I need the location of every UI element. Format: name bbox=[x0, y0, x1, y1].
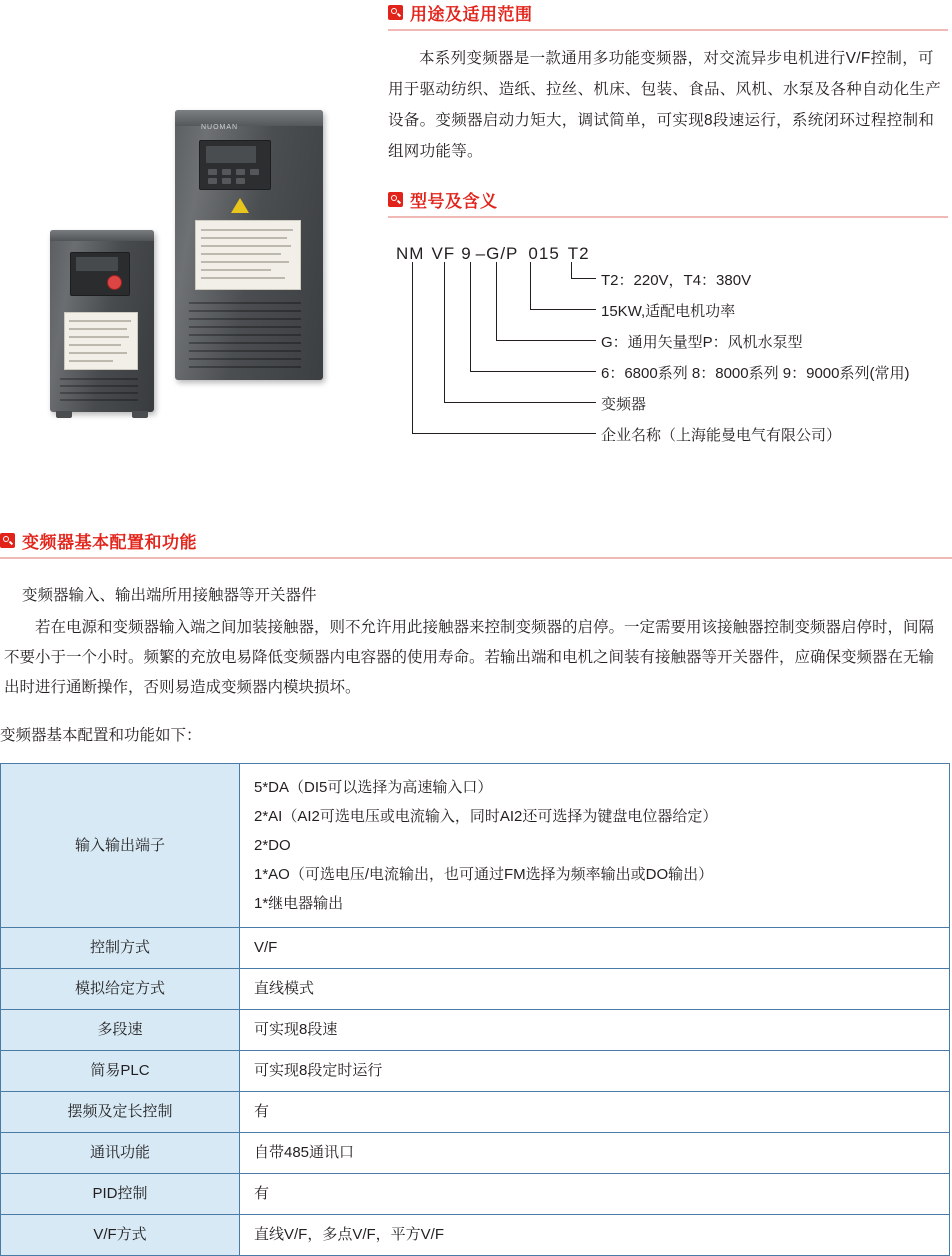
keypad-button bbox=[222, 178, 231, 184]
config-paragraph-3: 变频器基本配置和功能如下： bbox=[0, 727, 202, 744]
section-title-model: 型号及含义 bbox=[410, 192, 498, 211]
model-label-type: G：通用矢量型P：风机水泵型 bbox=[601, 334, 803, 351]
right-content-column bbox=[388, 0, 948, 451]
keypad-button bbox=[222, 169, 231, 175]
table-row bbox=[1, 1010, 950, 1051]
search-icon bbox=[0, 533, 15, 548]
unit-top-cap bbox=[175, 110, 323, 126]
model-part-voltage: T2 bbox=[567, 244, 590, 263]
config-paragraph-1: 变频器输入、输出端所用接触器等开关器件 bbox=[22, 587, 317, 604]
spec-label bbox=[64, 312, 138, 370]
table-cell-value: 可实现8段定时运行 bbox=[240, 1051, 950, 1092]
model-part-series: 9 bbox=[461, 244, 472, 263]
warning-triangle-icon bbox=[231, 198, 249, 213]
model-part-vf: VF bbox=[431, 244, 456, 263]
table-cell-label: 控制方式 bbox=[1, 928, 240, 969]
keypad-button bbox=[250, 169, 259, 175]
table-row bbox=[1, 764, 950, 928]
table-cell-value bbox=[240, 764, 950, 928]
table-cell-label: 简易PLC bbox=[1, 1051, 240, 1092]
intro-paragraph: 本系列变频器是一款通用多功能变频器，对交流异步电机进行V/F控制，可用于驱动纺织、造纸、拉丝、机床、包装、食品、风机、水泵及各种自动化生产设备。变频器启动力矩大，调试简单，可实现8段速运行，系统闭环过程控制和组网功能等。 bbox=[388, 50, 942, 160]
keypad-button bbox=[236, 169, 245, 175]
value-line: 1*AO（可选电压/电流输出，也可通过FM选择为频率输出或DO输出） bbox=[254, 866, 714, 883]
table-row bbox=[1, 1215, 950, 1256]
model-label-voltage: T2：220V，T4：380V bbox=[601, 272, 752, 289]
table-cell-label: V/F方式 bbox=[1, 1215, 240, 1256]
table-row bbox=[1, 928, 950, 969]
leader-line-company bbox=[412, 262, 596, 434]
model-code-string bbox=[396, 244, 590, 264]
table-cell-value: 有 bbox=[240, 1092, 950, 1133]
value-line: 5*DA（DI5可以选择为高速输入口） bbox=[254, 779, 493, 796]
table-row bbox=[1, 1092, 950, 1133]
keypad-button bbox=[236, 178, 245, 184]
model-part-type: –G/P bbox=[475, 244, 519, 263]
value-line: 2*AI（AI2可选电压或电流输入，同时AI2还可选择为键盘电位器给定） bbox=[254, 808, 718, 825]
product-photo bbox=[20, 90, 370, 420]
keypad-button bbox=[208, 178, 217, 184]
section-title-usage: 用途及适用范围 bbox=[410, 5, 533, 24]
brand-mark: NUOMAN bbox=[201, 124, 239, 131]
keypad-panel bbox=[199, 140, 271, 190]
table-cell-label: 摆频及定长控制 bbox=[1, 1092, 240, 1133]
model-label-power: 15KW,适配电机功率 bbox=[601, 303, 736, 320]
model-label-company: 企业名称（上海能曼电气有限公司） bbox=[601, 427, 842, 444]
table-cell-value: 直线模式 bbox=[240, 969, 950, 1010]
keypad-panel bbox=[70, 252, 130, 296]
section-heading-model bbox=[388, 187, 948, 212]
table-cell-label: 输入输出端子 bbox=[1, 764, 240, 928]
model-label-series: 6：6800系列 8：8000系列 9：9000系列(常用) bbox=[601, 365, 910, 382]
table-cell-value: 自带485通讯口 bbox=[240, 1133, 950, 1174]
section-title-config: 变频器基本配置和功能 bbox=[22, 533, 197, 552]
table-row bbox=[1, 969, 950, 1010]
heading-divider bbox=[388, 216, 948, 218]
stop-button-icon bbox=[107, 275, 122, 290]
unit-top-cap bbox=[50, 230, 154, 241]
value-line: 2*DO bbox=[254, 837, 291, 854]
section-heading-config bbox=[0, 528, 952, 553]
config-section bbox=[0, 528, 952, 1256]
section-heading-usage bbox=[388, 0, 948, 25]
table-cell-label: 多段速 bbox=[1, 1010, 240, 1051]
table-cell-label: 模拟给定方式 bbox=[1, 969, 240, 1010]
heading-divider bbox=[0, 557, 952, 559]
search-icon bbox=[388, 192, 403, 207]
table-cell-value: 直线V/F，多点V/F，平方V/F bbox=[240, 1215, 950, 1256]
table-row bbox=[1, 1133, 950, 1174]
inverter-small-unit bbox=[50, 230, 154, 412]
table-cell-label: PID控制 bbox=[1, 1174, 240, 1215]
config-paragraph-2: 若在电源和变频器输入端之间加装接触器，则不允许用此接触器来控制变频器的启停。一定需要用该接触器控制变频器启停时，间隔不要小于一个小时。频繁的充放电易降低变频器内电容器的使用寿命。若输出端和电机之间装有接触器等开关器件，应确保变频器在无输出时进行通断操作，否则易造成变频器内模块损坏。 bbox=[4, 619, 935, 696]
table-cell-value: 有 bbox=[240, 1174, 950, 1215]
table-row bbox=[1, 1051, 950, 1092]
keypad-button bbox=[208, 169, 217, 175]
heading-divider bbox=[388, 29, 948, 31]
value-line: 1*继电器输出 bbox=[254, 895, 344, 912]
table-cell-value: 可实现8段速 bbox=[240, 1010, 950, 1051]
search-icon bbox=[388, 5, 403, 20]
model-naming-diagram bbox=[388, 236, 948, 451]
model-part-nm: NM bbox=[396, 244, 425, 263]
model-label-product: 变频器 bbox=[601, 396, 647, 413]
config-table bbox=[0, 763, 950, 1256]
display-screen bbox=[206, 146, 256, 163]
display-screen bbox=[76, 257, 118, 271]
table-cell-label: 通讯功能 bbox=[1, 1133, 240, 1174]
model-part-power: 015 bbox=[528, 244, 560, 263]
table-cell-value: V/F bbox=[240, 928, 950, 969]
inverter-large-unit bbox=[175, 110, 323, 380]
spec-label bbox=[195, 220, 301, 290]
